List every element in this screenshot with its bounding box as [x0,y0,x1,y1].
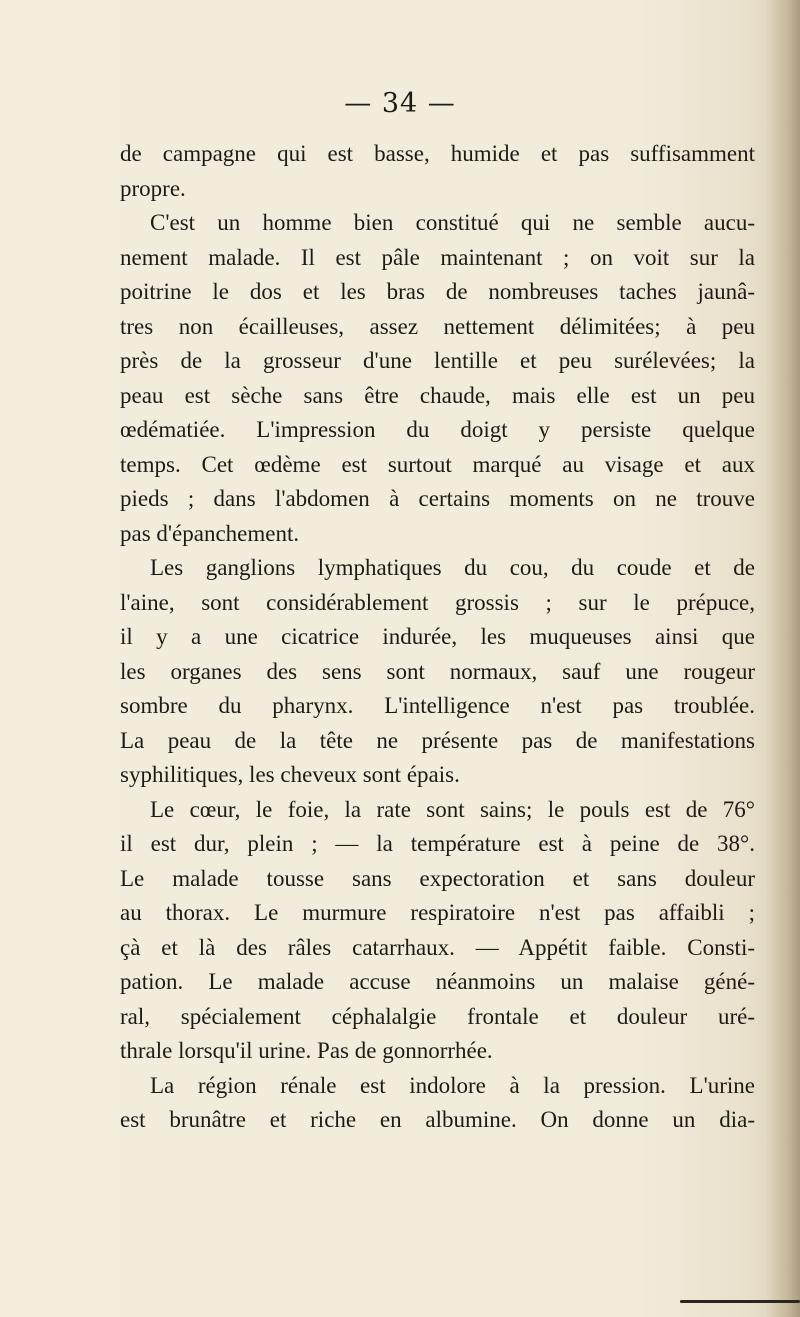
text-line: pieds ; dans l'abdomen à certains moments on ne trouve [120,486,755,511]
text-line: thrale lorsqu'il urine. Pas de gonnorrhée. [120,1038,493,1063]
page-bottom-rule [680,1300,800,1303]
page-number: — 34 — [344,88,456,119]
text-line: C'est un homme bien constitué qui ne semble aucu- [150,210,755,235]
text-line: Le malade tousse sans expectoration et sans douleur [120,865,755,891]
text-line: est brunâtre et riche en albumine. On donne un dia- [120,1107,755,1132]
text-line: de campagne qui est basse, humide et pas suffisamment [120,141,755,166]
text-line: ral, spécialement céphalalgie frontale et douleur uré- [120,1003,755,1029]
text-line: temps. Cet œdème est surtout marqué au visage et aux [120,451,755,477]
text-line: peau est sèche sans être chaude, mais elle est un peu [120,382,755,408]
body-text [120,137,755,1138]
text-line: pation. Le malade accuse néanmoins un malaise géné- [120,969,755,994]
text-line: La peau de la tête ne présente pas de manifestations [120,727,755,753]
text-line: syphilitiques, les cheveux sont épais. [120,762,460,787]
text-line: œdématiée. L'impression du doigt y persiste quelque [120,417,755,442]
text-line: au thorax. Le murmure respiratoire n'est pas affaibli ; [120,900,755,925]
text-line: sombre du pharynx. L'intelligence n'est pas troublée. [120,693,755,718]
text-line: il est dur, plein ; — la température est à peine de 38°. [120,831,755,856]
text-line: poitrine le dos et les bras de nombreuses taches jaunâ- [120,279,755,304]
text-line: près de la grosseur d'une lentille et peu surélevées; la [120,348,755,373]
text-line: nement malade. Il est pâle maintenant ; on voit sur la [120,244,755,270]
text-line: pas d'épanchement. [120,520,300,546]
text-line: La région rénale est indolore à la pression. L'urine [150,1072,755,1098]
text-line: propre. [120,175,186,201]
text-line: il y a une cicatrice indurée, les muqueuses ainsi que [120,624,755,649]
text-line: Les ganglions lymphatiques du cou, du coude et de [150,555,755,580]
text-line: çà et là des râles catarrhaux. — Appétit faible. Consti- [120,934,755,960]
text-line: l'aine, sont considérablement grossis ; sur le prépuce, [120,589,755,615]
page-edge-shadow [766,0,800,1317]
text-line: tres non écailleuses, assez nettement délimitées; à peu [120,313,755,339]
text-line: les organes des sens sont normaux, sauf une rougeur [120,658,755,684]
text-line: Le cœur, le foie, la rate sont sains; le pouls est de 76° [150,796,755,822]
